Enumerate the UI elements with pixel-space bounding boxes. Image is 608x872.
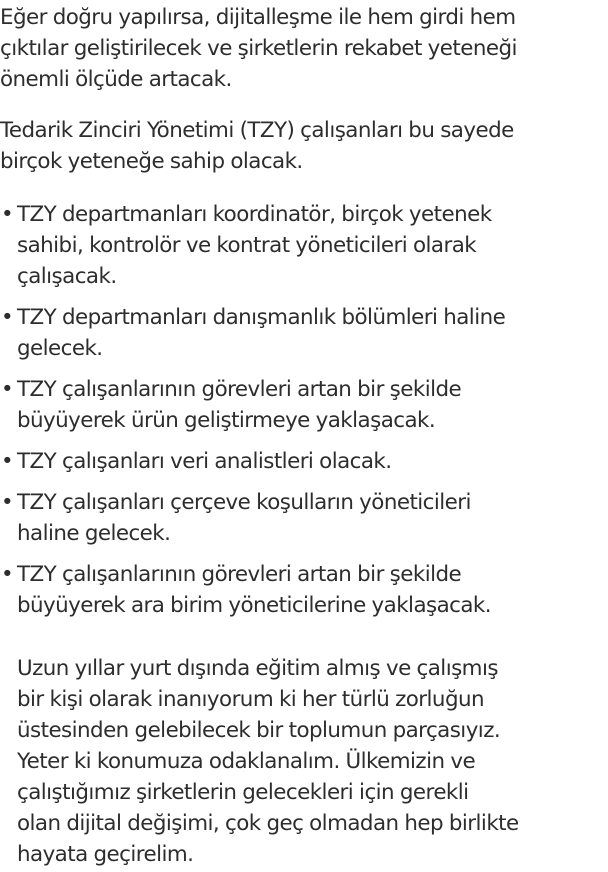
closing-paragraph bbox=[17, 653, 519, 870]
bullet-item bbox=[0, 374, 608, 436]
bullet-item bbox=[0, 487, 608, 549]
closing-line: çalıştığımız şirketlerin gelecekleri için gerekli bbox=[17, 780, 469, 805]
closing-line: Yeter ki konumuza odaklanalım. Ülkemizin ve bbox=[17, 749, 476, 774]
bullet-line: gelecek. bbox=[17, 336, 103, 361]
bullet-line: TZY departmanları danışmanlık bölümleri haline bbox=[17, 305, 506, 330]
bullet-line: TZY çalışanları veri analistleri olacak. bbox=[17, 449, 392, 474]
bullet-item bbox=[0, 559, 608, 621]
intro-line: Eğer doğru yapılırsa, dijitalleşme ile hem girdi hem bbox=[0, 5, 516, 30]
closing-line: üstesinden gelebilecek bir toplumun parçasıyız. bbox=[17, 718, 501, 743]
bullet-line: haline gelecek. bbox=[17, 521, 171, 546]
bullet-dot-icon: • bbox=[1, 449, 14, 474]
lead-line: Tedarik Zinciri Yönetimi (TZY) çalışanları bu sayede bbox=[0, 118, 514, 143]
intro-line: önemli ölçüde artacak. bbox=[0, 67, 232, 92]
bullet-line: TZY departmanları koordinatör, birçok yetenek bbox=[17, 202, 492, 227]
bullet-dot-icon: • bbox=[1, 490, 14, 515]
bullet-line: büyüyerek ürün geliştirmeye yaklaşacak. bbox=[17, 408, 436, 433]
bullet-item bbox=[0, 199, 608, 292]
closing-line: bir kişi olarak inanıyorum ki her türlü zorluğun bbox=[17, 687, 484, 712]
bullet-dot-icon: • bbox=[1, 377, 14, 402]
bullet-line: TZY çalışanları çerçeve koşulların yöneticileri bbox=[17, 490, 471, 515]
bullet-list bbox=[0, 199, 608, 631]
closing-line: Uzun yıllar yurt dışında eğitim almış ve çalışmış bbox=[17, 656, 498, 681]
bullet-line: TZY çalışanlarının görevleri artan bir şekilde bbox=[17, 562, 462, 587]
bullet-dot-icon: • bbox=[1, 562, 14, 587]
lead-paragraph bbox=[0, 115, 514, 177]
intro-line: çıktılar geliştirilecek ve şirketlerin rekabet yeteneği bbox=[0, 36, 517, 61]
bullet-line: çalışacak. bbox=[17, 264, 117, 289]
bullet-line: büyüyerek ara birim yöneticilerine yaklaşacak. bbox=[17, 593, 492, 618]
closing-line: olan dijital değişimi, çok geç olmadan hep birlikte bbox=[17, 811, 519, 836]
bullet-item bbox=[0, 446, 608, 477]
bullet-item bbox=[0, 302, 608, 364]
bullet-line: TZY çalışanlarının görevleri artan bir şekilde bbox=[17, 377, 462, 402]
bullet-line: sahibi, kontrolör ve kontrat yöneticileri olarak bbox=[17, 233, 477, 258]
bullet-dot-icon: • bbox=[1, 305, 14, 330]
lead-line: birçok yeteneğe sahip olacak. bbox=[0, 149, 303, 174]
bullet-dot-icon: • bbox=[1, 202, 14, 227]
closing-line: hayata geçirelim. bbox=[17, 842, 194, 867]
intro-paragraph bbox=[0, 2, 517, 95]
